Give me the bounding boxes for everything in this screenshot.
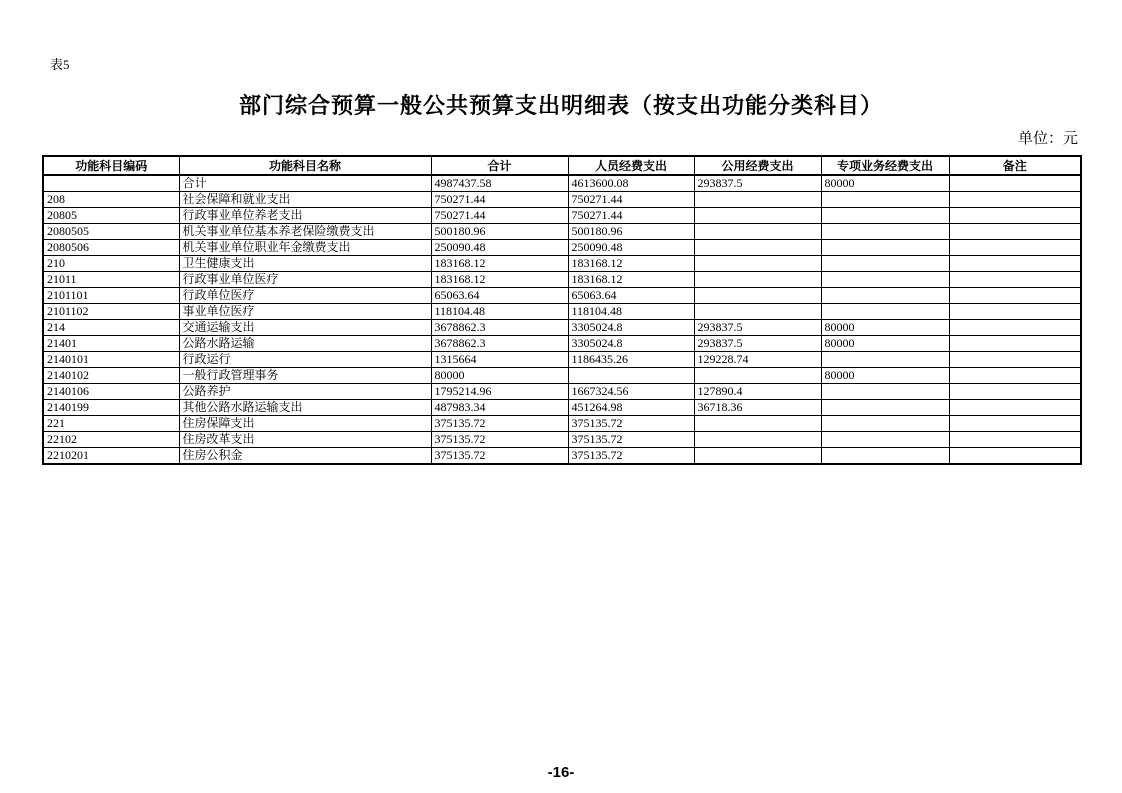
table-cell: 2080506 — [43, 240, 179, 256]
column-header: 人员经费支出 — [568, 156, 694, 175]
table-cell: 卫生健康支出 — [179, 256, 431, 272]
table-cell — [821, 288, 949, 304]
table-cell: 一般行政管理事务 — [179, 368, 431, 384]
table-cell: 183168.12 — [431, 272, 568, 288]
table-cell: 1186435.26 — [568, 352, 694, 368]
table-cell: 21011 — [43, 272, 179, 288]
table-cell — [43, 175, 179, 192]
table-cell — [949, 240, 1081, 256]
column-header: 功能科目编码 — [43, 156, 179, 175]
table-cell — [821, 352, 949, 368]
table-cell: 500180.96 — [568, 224, 694, 240]
table-cell: 公路养护 — [179, 384, 431, 400]
table-cell: 3305024.8 — [568, 336, 694, 352]
table-row — [43, 384, 1081, 400]
table-cell: 210 — [43, 256, 179, 272]
table-cell: 22102 — [43, 432, 179, 448]
table-cell — [694, 304, 821, 320]
table-row — [43, 208, 1081, 224]
table-cell — [821, 304, 949, 320]
table-cell — [949, 432, 1081, 448]
table-cell: 250090.48 — [431, 240, 568, 256]
table-cell: 行政运行 — [179, 352, 431, 368]
table-cell — [949, 416, 1081, 432]
table-cell — [949, 320, 1081, 336]
table-cell: 2140102 — [43, 368, 179, 384]
table-cell: 127890.4 — [694, 384, 821, 400]
table-cell: 80000 — [431, 368, 568, 384]
table-cell — [821, 432, 949, 448]
page-title: 部门综合预算一般公共预算支出明细表（按支出功能分类科目） — [238, 93, 883, 118]
table-cell — [821, 384, 949, 400]
table-cell: 36718.36 — [694, 400, 821, 416]
table-cell — [949, 448, 1081, 465]
table-cell — [821, 400, 949, 416]
table-row — [43, 448, 1081, 465]
table-cell: 293837.5 — [694, 336, 821, 352]
table-cell: 80000 — [821, 175, 949, 192]
unit-label: 单位：元 — [1017, 131, 1078, 147]
table-row — [43, 256, 1081, 272]
table-cell: 293837.5 — [694, 320, 821, 336]
column-header: 专项业务经费支出 — [821, 156, 949, 175]
table-cell: 21401 — [43, 336, 179, 352]
table-cell: 20805 — [43, 208, 179, 224]
table-row — [43, 416, 1081, 432]
table-cell: 65063.64 — [431, 288, 568, 304]
table-cell: 行政事业单位养老支出 — [179, 208, 431, 224]
table-cell — [694, 448, 821, 465]
table-cell: 行政单位医疗 — [179, 288, 431, 304]
table-cell: 129228.74 — [694, 352, 821, 368]
table-cell: 2101102 — [43, 304, 179, 320]
table-cell — [821, 192, 949, 208]
table-cell — [821, 448, 949, 465]
table-cell — [694, 256, 821, 272]
table-cell — [949, 368, 1081, 384]
table-row — [43, 320, 1081, 336]
table-cell — [694, 288, 821, 304]
column-header: 公用经费支出 — [694, 156, 821, 175]
table-cell — [949, 304, 1081, 320]
table-cell: 4987437.58 — [431, 175, 568, 192]
table-cell — [694, 368, 821, 384]
table-cell: 118104.48 — [431, 304, 568, 320]
table-cell: 750271.44 — [431, 192, 568, 208]
table-cell: 183168.12 — [568, 256, 694, 272]
table-cell: 375135.72 — [568, 416, 694, 432]
table-cell — [949, 256, 1081, 272]
table-cell — [821, 272, 949, 288]
table-cell — [694, 432, 821, 448]
table-row — [43, 288, 1081, 304]
table-cell: 公路水路运输 — [179, 336, 431, 352]
table-row — [43, 400, 1081, 416]
table-cell: 293837.5 — [694, 175, 821, 192]
table-cell: 2080505 — [43, 224, 179, 240]
table-cell — [821, 416, 949, 432]
table-cell: 2140106 — [43, 384, 179, 400]
table-cell: 500180.96 — [431, 224, 568, 240]
table-cell: 2140101 — [43, 352, 179, 368]
table-cell: 250090.48 — [568, 240, 694, 256]
header-row — [43, 156, 1081, 175]
table-cell — [694, 416, 821, 432]
table-row — [43, 368, 1081, 384]
table-cell: 合计 — [179, 175, 431, 192]
table-cell: 375135.72 — [431, 432, 568, 448]
table-cell — [694, 224, 821, 240]
table-row — [43, 272, 1081, 288]
table-cell — [694, 208, 821, 224]
table-cell: 183168.12 — [568, 272, 694, 288]
table-cell: 1315664 — [431, 352, 568, 368]
table-cell — [949, 288, 1081, 304]
table-row — [43, 352, 1081, 368]
table-row — [43, 304, 1081, 320]
table-cell: 65063.64 — [568, 288, 694, 304]
table-row — [43, 432, 1081, 448]
table-cell — [949, 224, 1081, 240]
table-cell — [949, 208, 1081, 224]
table-cell: 221 — [43, 416, 179, 432]
table-cell: 住房保障支出 — [179, 416, 431, 432]
table-row — [43, 175, 1081, 192]
table-cell: 4613600.08 — [568, 175, 694, 192]
table-number-label: 表5 — [50, 57, 70, 72]
table-cell: 750271.44 — [431, 208, 568, 224]
table-cell — [949, 192, 1081, 208]
table-cell: 183168.12 — [431, 256, 568, 272]
table-cell — [694, 192, 821, 208]
table-cell — [949, 272, 1081, 288]
table-cell — [949, 400, 1081, 416]
table-cell: 214 — [43, 320, 179, 336]
budget-table — [42, 155, 1082, 465]
table-cell: 750271.44 — [568, 208, 694, 224]
column-header: 备注 — [949, 156, 1081, 175]
table-cell — [949, 336, 1081, 352]
table-cell: 80000 — [821, 336, 949, 352]
table-cell: 机关事业单位基本养老保险缴费支出 — [179, 224, 431, 240]
table-row — [43, 224, 1081, 240]
table-cell: 375135.72 — [568, 432, 694, 448]
table-cell: 375135.72 — [431, 448, 568, 465]
column-header: 合计 — [431, 156, 568, 175]
table-cell: 住房改革支出 — [179, 432, 431, 448]
table-cell: 行政事业单位医疗 — [179, 272, 431, 288]
table-cell: 375135.72 — [431, 416, 568, 432]
table-cell: 451264.98 — [568, 400, 694, 416]
table-cell: 事业单位医疗 — [179, 304, 431, 320]
table-cell — [949, 175, 1081, 192]
table-cell: 80000 — [821, 368, 949, 384]
table-cell: 3678862.3 — [431, 320, 568, 336]
table-cell: 3305024.8 — [568, 320, 694, 336]
table-cell: 118104.48 — [568, 304, 694, 320]
table-cell — [821, 224, 949, 240]
table-cell — [949, 352, 1081, 368]
table-cell — [949, 384, 1081, 400]
table-cell — [694, 240, 821, 256]
table-cell: 2210201 — [43, 448, 179, 465]
table-cell: 1667324.56 — [568, 384, 694, 400]
table-cell — [568, 368, 694, 384]
table-cell — [821, 240, 949, 256]
table-cell: 2101101 — [43, 288, 179, 304]
table-cell: 3678862.3 — [431, 336, 568, 352]
table-cell: 机关事业单位职业年金缴费支出 — [179, 240, 431, 256]
table-cell: 其他公路水路运输支出 — [179, 400, 431, 416]
table-cell: 交通运输支出 — [179, 320, 431, 336]
table-cell: 750271.44 — [568, 192, 694, 208]
page-number: -16- — [547, 764, 575, 781]
table-cell: 社会保障和就业支出 — [179, 192, 431, 208]
table-cell: 2140199 — [43, 400, 179, 416]
table-cell: 住房公积金 — [179, 448, 431, 465]
column-header: 功能科目名称 — [179, 156, 431, 175]
table-row — [43, 192, 1081, 208]
table-row — [43, 336, 1081, 352]
table-cell: 80000 — [821, 320, 949, 336]
table-row — [43, 240, 1081, 256]
table-cell: 375135.72 — [568, 448, 694, 465]
table-cell — [694, 272, 821, 288]
table-header — [43, 156, 1081, 175]
table-cell — [821, 208, 949, 224]
table-body — [43, 175, 1081, 464]
table-cell — [821, 256, 949, 272]
table-cell: 208 — [43, 192, 179, 208]
table-cell: 487983.34 — [431, 400, 568, 416]
table-cell: 1795214.96 — [431, 384, 568, 400]
